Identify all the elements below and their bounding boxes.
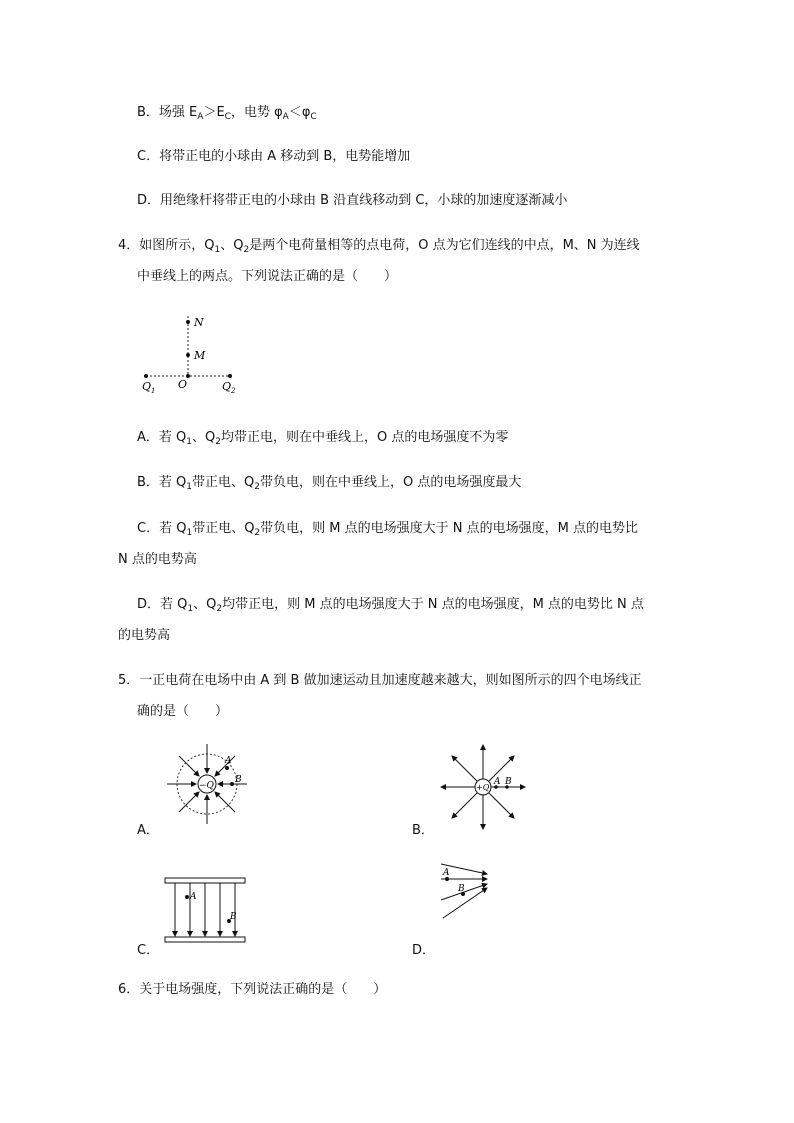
- q3-option-b: B．场强 $E_A>E_C$，电势 $\varphi_A<\varphi_C$: [137, 105, 317, 122]
- q4-option-b: B．若 $Q_1$带正电、$Q_2$带负电，则在中垂线上，O 点的电场强度最大: [137, 475, 522, 492]
- label-q1: $Q_1$: [142, 380, 156, 395]
- q5-stem-line2: 确的是（ ）: [137, 704, 229, 719]
- q6-stem: 6．关于电场强度，下列说法正确的是（ ）: [118, 982, 387, 997]
- label-a: A: [225, 756, 232, 766]
- q4-option-d-line1: D．若 $Q_1$、$Q_2$均带正电，则 M 点的电场强度大于 N 点的电场强度，M 点的电势比 N 点: [137, 597, 644, 614]
- q4-stem-line1: 4．如图所示，$Q_1$、$Q_2$是两个电荷量相等的点电荷，O 点为它们连线的中点，M、N 为连线: [118, 238, 640, 255]
- charge-q2: [228, 374, 232, 378]
- point-n: [186, 320, 190, 324]
- q4-option-c-line1: C．若 $Q_1$带正电、$Q_2$带负电，则 M 点的电场强度大于 N 点的电场强度，M 点的电势比: [137, 521, 638, 538]
- label-n: N: [194, 316, 204, 329]
- q3-option-c: C．将带正电的小球由 A 移动到 B，电势能增加: [137, 149, 411, 164]
- point-b: [230, 782, 234, 786]
- q4-stem-line2: 中垂线上的两点。下列说法正确的是（ ）: [137, 269, 398, 284]
- point-a: [185, 895, 189, 899]
- q5-figure-d: [437, 858, 497, 922]
- q4-option-d-line2: 的电势高: [118, 628, 171, 643]
- q4-figure: [138, 312, 248, 402]
- label-q2: $Q_2$: [222, 380, 236, 395]
- q5-label-c: C．: [137, 943, 160, 958]
- label-b: B: [230, 912, 237, 922]
- q5-figure-c: [163, 875, 249, 947]
- top-plate: [165, 878, 245, 883]
- q5-label-b: B．: [412, 823, 434, 838]
- q4-option-a: A．若 $Q_1$、$Q_2$均带正电，则在中垂线上，O 点的电场强度不为零: [137, 430, 509, 447]
- q5-label-d: D．: [412, 943, 436, 958]
- q3-option-d: D．用绝缘杆将带正电的小球由 B 沿直线移动到 C，小球的加速度逐渐减小: [137, 193, 568, 208]
- label-a: A: [190, 892, 197, 902]
- label-o: O: [178, 378, 188, 391]
- point-a: [225, 766, 229, 770]
- q5-figure-a: [165, 742, 249, 826]
- label-b: B: [235, 775, 242, 785]
- point-m: [186, 353, 190, 357]
- label-m: M: [194, 349, 206, 362]
- uniform-field-lines: [175, 883, 235, 936]
- label-b: B: [505, 777, 512, 787]
- q4-option-c-line2: N 点的电势高: [118, 552, 197, 567]
- label-a: A: [443, 868, 450, 878]
- charge-label: +Q: [476, 783, 490, 792]
- charge-q1: [144, 374, 148, 378]
- q5-figure-b: [438, 742, 528, 832]
- bottom-plate: [165, 937, 245, 942]
- q5-label-a: A．: [137, 823, 159, 838]
- label-a: A: [494, 777, 501, 787]
- label-b: B: [458, 884, 465, 894]
- charge-label: −Q: [199, 781, 214, 791]
- q5-stem-line1: 5．一正电荷在电场中由 A 到 B 做加速运动且加速度越来越大，则如图所示的四个电场线正: [118, 673, 642, 688]
